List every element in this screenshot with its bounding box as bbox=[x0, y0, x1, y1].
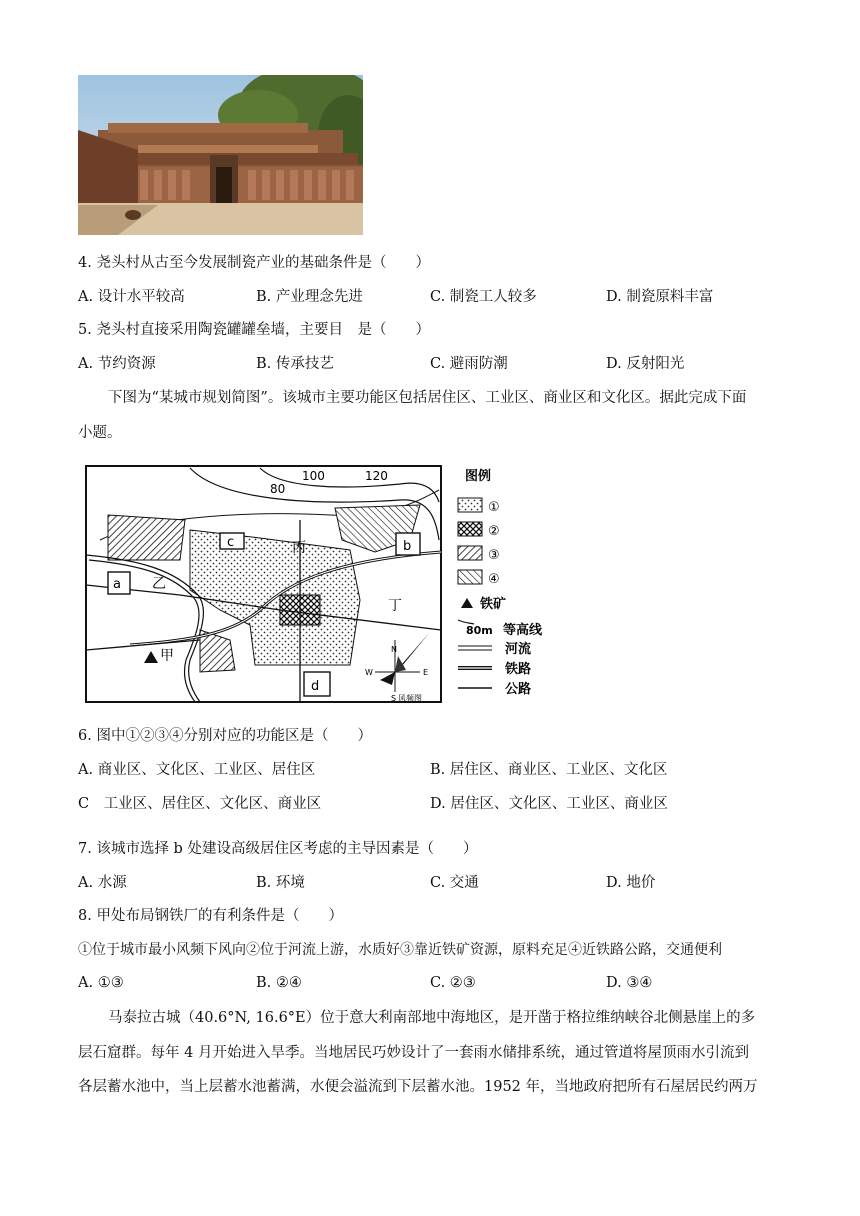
svg-text:④: ④ bbox=[488, 572, 500, 587]
question-8-option-d: D. ③④ bbox=[606, 975, 653, 991]
place-yi: 乙 bbox=[152, 576, 166, 592]
contour-label-120: 120 bbox=[365, 469, 388, 483]
map-intro-line-2: 小题。 bbox=[78, 425, 122, 441]
legend-iron-icon bbox=[461, 598, 473, 608]
question-8-stem: 8. 甲处布局钢铁厂的有利条件是（ ） bbox=[78, 908, 343, 924]
question-6-option-b: B. 居住区、商业区、工业区、文化区 bbox=[430, 762, 668, 778]
question-7-stem: 7. 该城市选择 b 处建设高级居住区考虑的主导因素是（ ） bbox=[78, 841, 478, 857]
matera-intro-line-1: 马泰拉古城（40.6°N, 16.6°E）位于意大利南部地中海地区，是开凿于格拉维纳峡谷北侧悬崖上的多 bbox=[108, 1010, 756, 1026]
svg-text:铁矿: 铁矿 bbox=[480, 597, 507, 612]
question-5-option-d: D. 反射阳光 bbox=[606, 356, 685, 372]
svg-text:W: W bbox=[365, 668, 373, 677]
question-8-conditions: ①位于城市最小风频下风向②位于河流上游，水质好③靠近铁矿资源，原料充足④近铁路公路，交通便利 bbox=[78, 942, 722, 958]
city-planning-map bbox=[80, 460, 560, 710]
matera-intro-line-3: 各层蓄水池中，当上层蓄水池蓄满，水便会溢流到下层蓄水池。1952 年，当地政府把所有石屋居民约两万 bbox=[78, 1079, 758, 1095]
place-jia: 甲 bbox=[160, 648, 174, 664]
village-photo bbox=[78, 75, 363, 235]
question-5-option-c: C. 避雨防潮 bbox=[430, 356, 508, 372]
svg-text:等高线: 等高线 bbox=[503, 623, 543, 638]
place-c: c bbox=[227, 535, 235, 550]
place-d: d bbox=[311, 679, 320, 694]
svg-text:风频图: 风频图 bbox=[398, 694, 422, 703]
contour-label-80: 80 bbox=[270, 482, 286, 496]
map-intro-line-1: 下图为“某城市规划简图”。该城市主要功能区包括居住区、工业区、商业区和文化区。据此完成下面 bbox=[108, 390, 747, 406]
legend-title: 图例 bbox=[465, 469, 492, 484]
question-7-option-d: D. 地价 bbox=[606, 875, 656, 891]
question-4-stem: 4. 尧头村从古至今发展制瓷产业的基础条件是（ ） bbox=[78, 255, 430, 271]
svg-text:②: ② bbox=[488, 524, 500, 539]
question-4-option-a: A. 设计水平较高 bbox=[78, 289, 185, 305]
question-5-option-a: A. 节约资源 bbox=[78, 356, 156, 372]
question-8-option-a: A. ①③ bbox=[78, 975, 124, 991]
svg-text:公路: 公路 bbox=[505, 682, 532, 697]
svg-text:③: ③ bbox=[488, 548, 500, 563]
question-4-option-b: B. 产业理念先进 bbox=[256, 289, 363, 305]
svg-text:S: S bbox=[391, 694, 397, 703]
svg-text:铁路: 铁路 bbox=[505, 662, 532, 677]
question-4-option-c: C. 制瓷工人较多 bbox=[430, 289, 537, 305]
question-8-option-c: C. ②③ bbox=[430, 975, 476, 991]
place-ding: 丁 bbox=[388, 598, 402, 614]
question-5-option-b: B. 传承技艺 bbox=[256, 356, 334, 372]
place-a: a bbox=[113, 577, 121, 592]
contour-label-100: 100 bbox=[302, 469, 325, 483]
svg-text:E: E bbox=[423, 668, 429, 677]
svg-text:N: N bbox=[391, 645, 397, 654]
question-6-option-d: D. 居住区、文化区、工业区、商业区 bbox=[430, 796, 668, 812]
svg-text:①: ① bbox=[488, 500, 500, 515]
map-legend bbox=[458, 468, 543, 697]
question-6-stem: 6. 图中①②③④分别对应的功能区是（ ） bbox=[78, 728, 372, 744]
question-8-option-b: B. ②④ bbox=[256, 975, 302, 991]
matera-intro-line-2: 层石窟群。每年 4 月开始进入旱季。当地居民巧妙设计了一套雨水储排系统，通过管道将屋顶雨水引流到 bbox=[78, 1045, 749, 1061]
place-bing: 丙 bbox=[292, 540, 306, 556]
svg-text:80m: 80m bbox=[466, 624, 493, 637]
question-7-option-a: A. 水源 bbox=[78, 875, 127, 891]
question-6-option-c: C 工业区、居住区、文化区、商业区 bbox=[78, 796, 322, 812]
question-5-stem: 5. 尧头村直接采用陶瓷罐罐垒墙，主要目 是（ ） bbox=[78, 322, 430, 338]
place-b: b bbox=[403, 539, 412, 554]
question-7-option-c: C. 交通 bbox=[430, 875, 479, 891]
question-4-option-d: D. 制瓷原料丰富 bbox=[606, 289, 714, 305]
svg-text:河流: 河流 bbox=[505, 642, 532, 657]
question-7-option-b: B. 环境 bbox=[256, 875, 305, 891]
question-6-option-a: A. 商业区、文化区、工业区、居住区 bbox=[78, 762, 316, 778]
